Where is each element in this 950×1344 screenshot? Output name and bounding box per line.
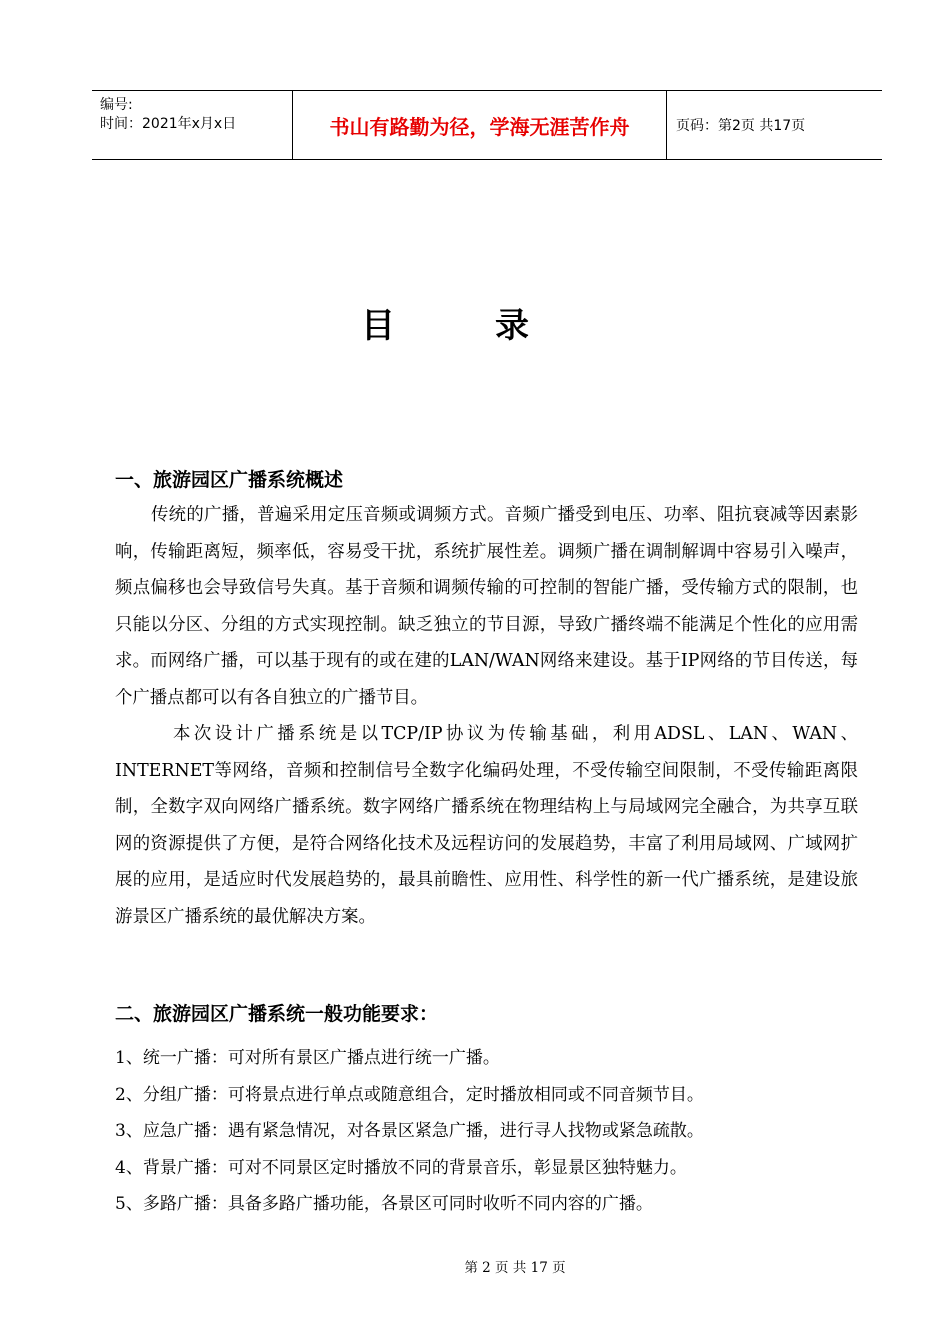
list-item: 4、背景广播：可对不同景区定时播放不同的背景音乐，彰显景区独特魅力。 xyxy=(115,1157,687,1178)
function-list xyxy=(115,1040,858,1223)
section1-paragraph-2: 本次设计广播系统是以TCP/IP协议为传输基础，利用ADSL、LAN、WAN、INTERNET等网络，音频和控制信号全数字化编码处理，不受传输空间限制，不受传输距离限制，全数字双向网络广播系统。数字网络广播系统在物理结构上与局域网完全融合，为共享互联网的资源提供了方便，是符合网络化技术及远程访问的发展趋势，丰富了利用局域网、广域网扩展的应用，是适应时代发展趋势的，最具前瞻性、应用性、科学性的新一代广播系统，是建设旅游景区广播系统的最优解决方案。 xyxy=(115,724,858,927)
header-motto: 书山有路勤为径，学海无涯苦作舟 xyxy=(292,91,667,159)
header-time-label: 时间：2021年x月x日 xyxy=(100,116,237,132)
header-left-cell xyxy=(92,91,292,159)
list-item: 5、多路广播：具备多路广播功能，各景区可同时收听不同内容的广播。 xyxy=(115,1194,653,1215)
section1-paragraph-1: 传统的广播，普遍采用定压音频或调频方式。音频广播受到电压、功率、阻抗衰减等因素影响，传输距离短，频率低，容易受干扰，系统扩展性差。调频广播在调制解调中容易引入噪声，频点偏移也会导致信号失真。基于音频和调频传输的可控制的智能广播，受传输方式的限制，也只能以分区、分组的方式实现控制。缺乏独立的节目源，导致广播终端不能满足个性化的应用需求。而网络广播，可以基于现有的或在建的LAN/WAN网络来建设。基于IP网络的节目传送，每个广播点都可以有各自独立的广播节目。 xyxy=(115,505,858,708)
list-item: 2、分组广播：可将景点进行单点或随意组合，定时播放相同或不同音频节目。 xyxy=(115,1084,704,1105)
page-header xyxy=(92,90,882,160)
list-item: 1、统一广播：可对所有景区广播点进行统一广播。 xyxy=(115,1048,500,1068)
section1-heading: 一、旅游园区广播系统概述 xyxy=(115,469,344,491)
page-title: 目录 xyxy=(361,306,629,346)
page-footer: 第 2 页 共 17 页 xyxy=(464,1260,566,1276)
header-number-label: 编号: xyxy=(100,97,133,113)
section2-heading: 二、旅游园区广播系统一般功能要求： xyxy=(115,1003,439,1025)
header-right-cell xyxy=(666,91,882,159)
header-page-info: 页码：第2页 共17页 xyxy=(676,118,806,134)
section1-body xyxy=(115,497,858,935)
list-item: 3、应急广播：遇有紧急情况，对各景区紧急广播，进行寻人找物或紧急疏散。 xyxy=(115,1121,704,1142)
